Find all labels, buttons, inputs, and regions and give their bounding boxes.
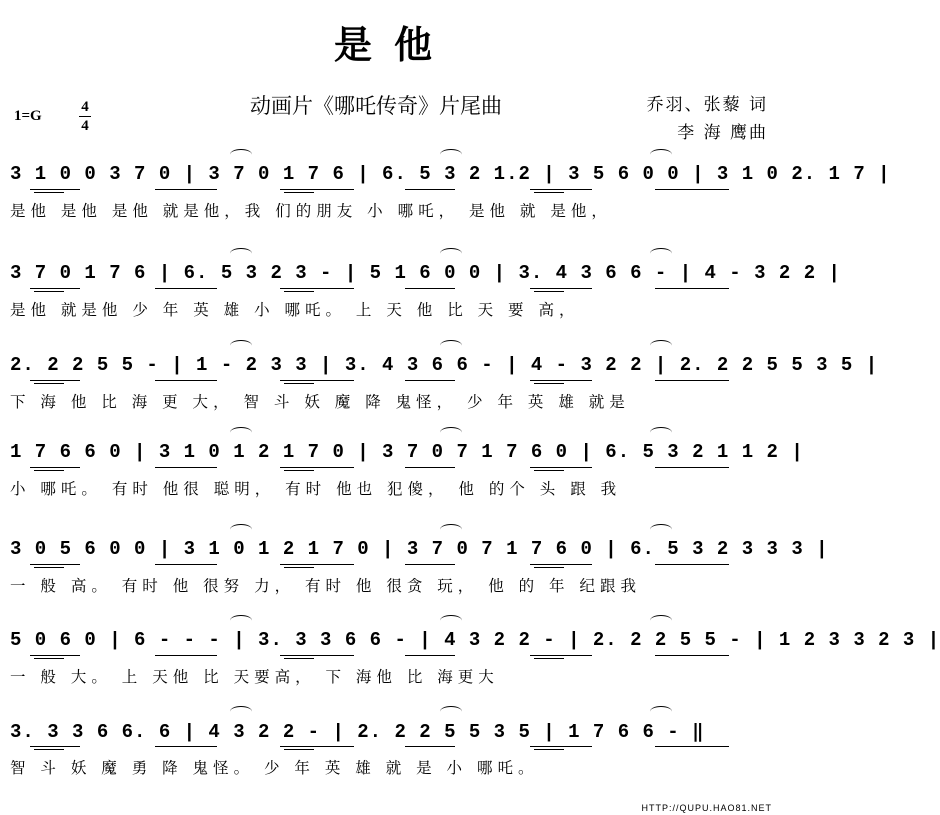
lyricist-credit: 乔羽、张藜 词 bbox=[646, 95, 768, 115]
lyrics-row: 下 海 他 比 海 更 大， 智 斗 妖 魔 降 鬼怪， 少 年 英 雄 就是 bbox=[10, 393, 630, 411]
notation-row: 3. 3 3 6 6. 6 | 4 3 2 2 - | 2. 2 2 5 5 3 5 | 1 7 6 6 - ‖ bbox=[10, 721, 705, 743]
meter-bottom: 4 bbox=[81, 118, 89, 134]
lyrics-row: 一 般 大。 上 天他 比 天要高， 下 海他 比 海更大 bbox=[10, 668, 499, 686]
beam-lines bbox=[10, 655, 780, 657]
beam-lines bbox=[10, 189, 780, 191]
slur-mark bbox=[440, 615, 462, 626]
slur-mark bbox=[440, 706, 462, 717]
slur-mark bbox=[650, 615, 672, 626]
slur-mark bbox=[650, 248, 672, 259]
notation-row: 3 0 5 6 0 0 | 3 1 0 1 2 1 7 0 | 3 7 0 7 1 7 6 0 | 6. 5 3 2 3 3 3 | bbox=[10, 538, 829, 560]
slur-mark bbox=[650, 524, 672, 535]
slur-mark bbox=[230, 248, 252, 259]
song-title: 是他 bbox=[333, 22, 454, 67]
notation-row: 2. 2 2 5 5 - | 1 - 2 3 3 | 3. 4 3 6 6 - | 4 - 3 2 2 | 2. 2 2 5 5 3 5 | bbox=[10, 354, 879, 376]
slur-mark bbox=[230, 427, 252, 438]
notation-row: 3 1 0 0 3 7 0 | 3 7 0 1 7 6 | 6. 5 3 2 1.2 | 3 5 6 0 0 | 3 1 0 2. 1 7 | bbox=[10, 163, 891, 185]
lyrics-row: 是他 就是他 少 年 英 雄 小 哪吒。 上 天 他 比 天 要 高， bbox=[10, 301, 580, 319]
slur-mark bbox=[650, 340, 672, 351]
meter-bar bbox=[79, 116, 91, 117]
slur-mark bbox=[440, 248, 462, 259]
beam-lines bbox=[10, 746, 780, 748]
slur-mark bbox=[650, 706, 672, 717]
lyrics-row: 是他 是他 是他 就是他，我 们的朋友 小 哪吒， 是他 就 是他， bbox=[10, 202, 612, 220]
slur-mark bbox=[230, 706, 252, 717]
slur-mark bbox=[230, 615, 252, 626]
slur-mark bbox=[650, 149, 672, 160]
slur-mark bbox=[230, 149, 252, 160]
notation-row: 1 7 6 6 0 | 3 1 0 1 2 1 7 0 | 3 7 0 7 1 7 6 0 | 6. 5 3 2 1 1 2 | bbox=[10, 441, 804, 463]
beam-lines bbox=[10, 288, 780, 290]
lyrics-row: 一 般 高。 有时 他 很努 力， 有时 他 很贪 玩， 他 的 年 纪跟我 bbox=[10, 577, 641, 595]
slur-mark bbox=[440, 427, 462, 438]
notation-row: 3 7 0 1 7 6 | 6. 5 3 2 3 - | 5 1 6 0 0 | 3. 4 3 6 6 - | 4 - 3 2 2 | bbox=[10, 262, 841, 284]
slur-mark bbox=[650, 427, 672, 438]
composer-credit: 李 海 鹰曲 bbox=[677, 123, 768, 143]
beam-lines bbox=[10, 467, 780, 469]
slur-mark bbox=[230, 340, 252, 351]
beam-lines bbox=[10, 564, 780, 566]
slur-mark bbox=[440, 149, 462, 160]
slur-mark bbox=[440, 524, 462, 535]
lyrics-row: 小 哪吒。 有时 他很 聪明， 有时 他也 犯傻， 他 的个 头 跟 我 bbox=[10, 480, 622, 498]
time-signature bbox=[78, 98, 92, 135]
key-signature: 1=G bbox=[14, 108, 42, 124]
lyrics-row: 智 斗 妖 魔 勇 降 鬼怪。 少 年 英 雄 就 是 小 哪吒。 bbox=[10, 759, 539, 777]
meter-top: 4 bbox=[81, 99, 89, 115]
notation-row: 5 0 6 0 | 6 - - - | 3. 3 3 6 6 - | 4 3 2 2 - | 2. 2 2 5 5 - | 1 2 3 3 2 3 | bbox=[10, 629, 940, 651]
song-subtitle: 动画片《哪吒传奇》片尾曲 bbox=[250, 94, 502, 118]
beam-lines bbox=[10, 380, 780, 382]
slur-mark bbox=[440, 340, 462, 351]
slur-mark bbox=[230, 524, 252, 535]
source-watermark: HTTP://QUPU.HAO81.NET bbox=[641, 803, 772, 813]
